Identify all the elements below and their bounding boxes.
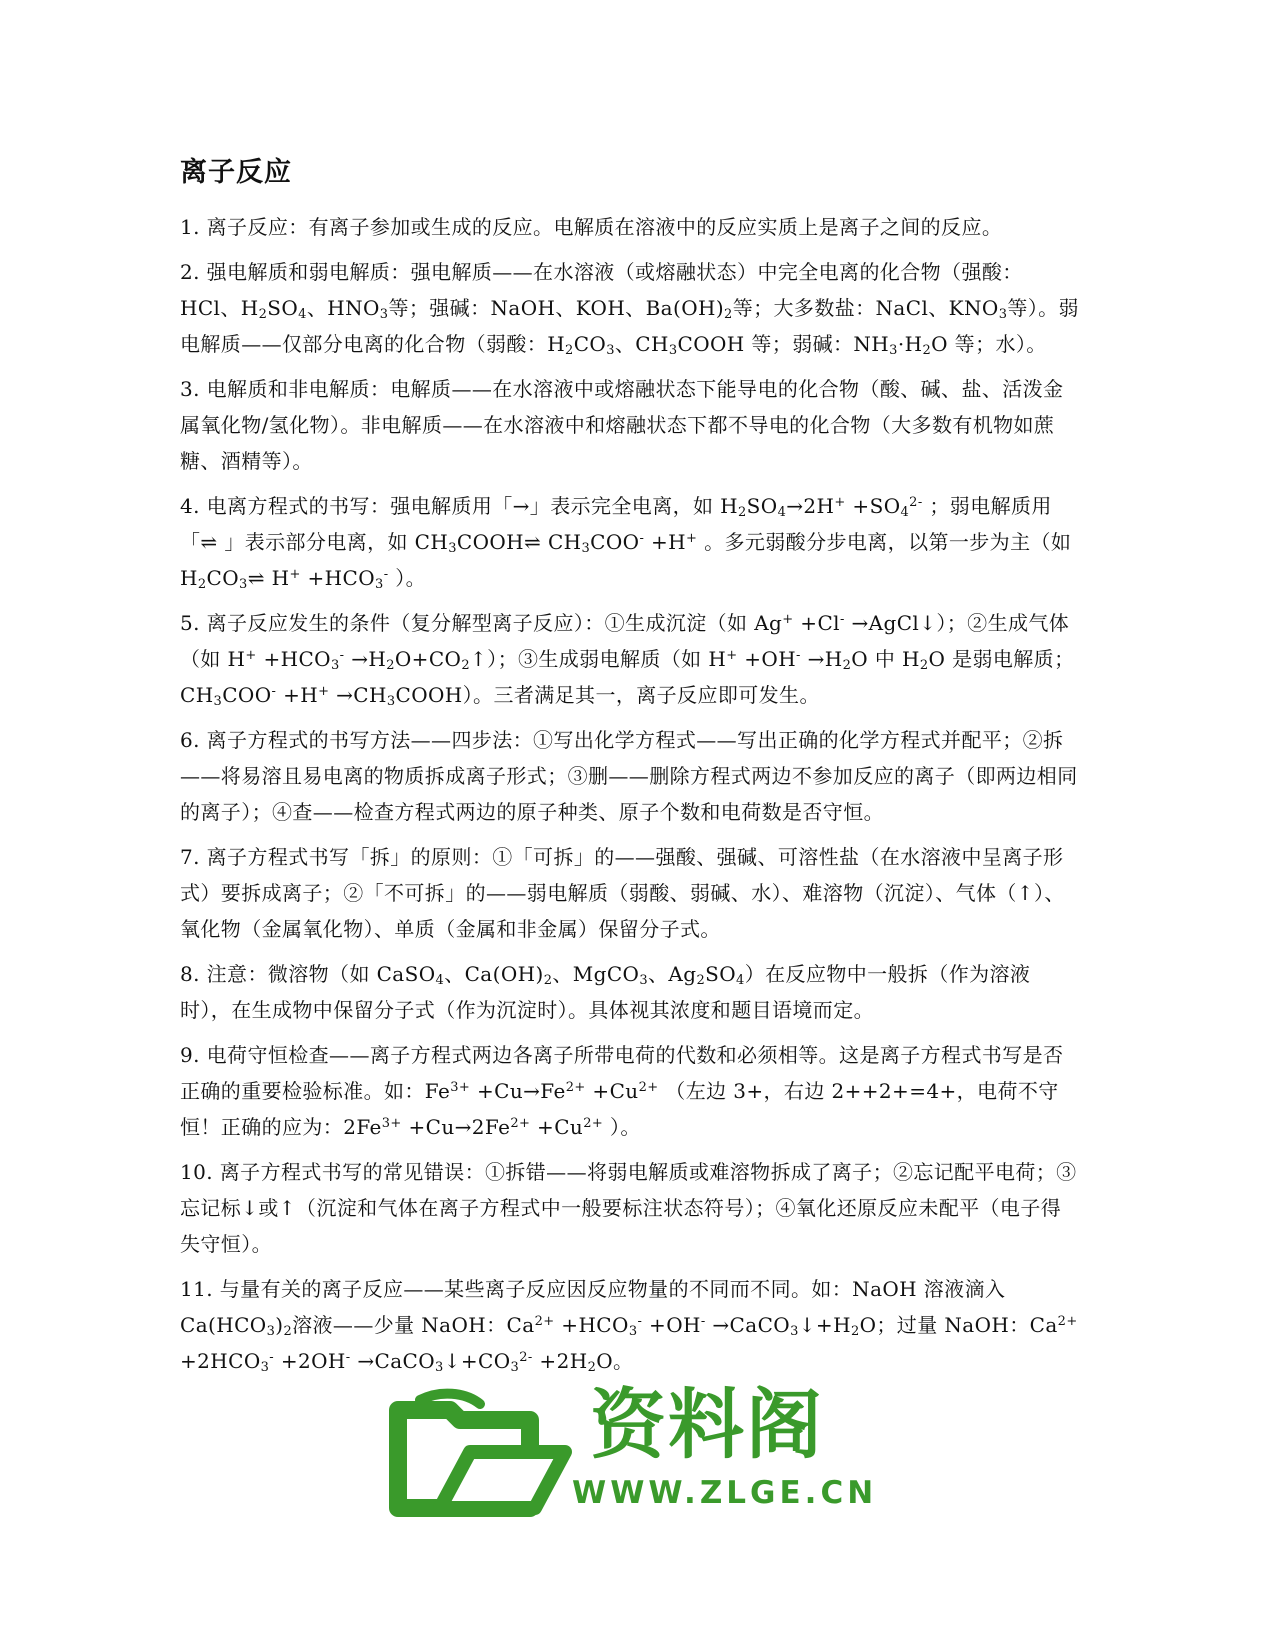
paragraph-2: 2. 强电解质和弱电解质：强电解质——在水溶液（或熔融状态）中完全电离的化合物（强酸：HCl、$H_2SO_4$、$HNO_3$等；强碱：NaOH、KOH、$Ba(OH)_2$等；大多数盐：NaCl、$KNO_3$等）。弱电解质——仅部分电离的化合物（弱酸：$H_2CO_3$、$CH_3COOH$ 等；弱碱：$NH_3\cdot H_2O$ 等；水）。 bbox=[180, 260, 1079, 358]
paragraph-7: 7. 离子方程式书写「拆」的原则：①「可拆」的——强酸、强碱、可溶性盐（在水溶液中呈离子形式）要拆成离子；②「不可拆」的——弱电解质（弱酸、弱碱、水）、难溶物（沉淀）、气体（↑）、氧化物（金属氧化物）、单质（金属和非金属）保留分子式。 bbox=[180, 845, 1065, 941]
paragraph-list bbox=[180, 209, 1080, 1379]
paragraph-3: 3. 电解质和非电解质：电解质——在水溶液中或熔融状态下能导电的化合物（酸、碱、盐、活泼金属氧化物/氢化物）。非电解质——在水溶液中和熔融状态下都不导电的化合物（大多数有机物如蔗糖、酒精等）。 bbox=[180, 377, 1064, 473]
watermark bbox=[380, 1380, 878, 1520]
paragraph-1: 1. 离子反应：有离子参加或生成的反应。电解质在溶液中的反应实质上是离子之间的反应。 bbox=[180, 215, 1003, 239]
watermark-name: 资料阁 bbox=[590, 1380, 824, 1469]
watermark-url: WWW.ZLGE.CN bbox=[572, 1475, 878, 1511]
paragraph-9: 9. 电荷守恒检查——离子方程式两边各离子所带电荷的代数和必须相等。这是离子方程式书写是否正确的重要检验标准。如：$Fe^{3+} +Cu\to Fe^{2+} +Cu^{2+}$ （左边 3+，右边 2++2+=4+，电荷不守恒！正确的应为：$2Fe^{3+} +Cu\to 2Fe^{2+} +Cu^{2+}$ ）。 bbox=[180, 1043, 1064, 1139]
paragraph-10: 10. 离子方程式书写的常见错误：①拆错——将弱电解质或难溶物拆成了离子；②忘记配平电荷；③忘记标↓或↑（沉淀和气体在离子方程式中一般要标注状态符号）；④氧化还原反应未配平（电子得失守恒）。 bbox=[180, 1160, 1077, 1256]
paragraph-5: 5. 离子反应发生的条件（复分解型离子反应）：①生成沉淀（如 Ag+ +Cl- →AgCl↓）；②生成气体（如 $H^+ +HCO_3^-$ $\to H_2O+CO_2↑$）；③生成弱电解质（如 $H^+ +OH^- \to H_2O$ 中 $H_2O$ 是弱电解质；$CH_3COO^- +H^+$ $\to CH_3COOH$）。三者满足其一，离子反应即可发生。 bbox=[180, 611, 1075, 709]
paragraph-8: 8. 注意：微溶物（如 CaSO$_4$、$Ca(OH)_2$、MgCO$_3$、$Ag_2SO_4$）在反应物中一般拆（作为溶液时），在生成物中保留分子式（作为沉淀时）。具体视其浓度和题目语境而定。 bbox=[180, 962, 1031, 1022]
document-title: 离子反应 bbox=[180, 157, 292, 188]
document-page bbox=[180, 150, 1080, 1388]
paragraph-6: 6. 离子方程式的书写方法——四步法：①写出化学方程式——写出正确的化学方程式并配平；②拆——将易溶且易电离的物质拆成离子形式；③删——删除方程式两边不参加反应的离子（即两边相同的离子）；④查——检查方程式两边的原子种类、原子个数和电荷数是否守恒。 bbox=[180, 728, 1078, 824]
book-folder-logo-icon bbox=[380, 1380, 580, 1520]
paragraph-11: 11. 与量有关的离子反应——某些离子反应因反应物量的不同而不同。如：NaOH 溶液滴入 $Ca(HCO_3)_2$溶液——少量 NaOH：$Ca^{2+} +HCO_3^- +OH^-$ $\to CaCO_3↓+H_2O$；过量 NaOH：$Ca^{2+} +2HCO_3^- +2OH^-$ $\to CaCO_3↓+CO_3^{2-} +2H_2O$。 bbox=[180, 1277, 1078, 1375]
paragraph-4: 4. 电离方程式的书写：强电解质用「→」表示完全电离，如 $H_2SO_4\to 2H^+ +SO_4^{2-}$ ；弱电解质用「⇌ 」表示部分电离，如 $CH_3COOH\rightleftharpoons$ $CH_3COO^- +H^+$ 。多元弱酸分步电离，以第一步为主（如 $H_2CO_3\rightleftharpoons$ $H^+ +HCO_3^-$ ）。 bbox=[180, 494, 1072, 592]
